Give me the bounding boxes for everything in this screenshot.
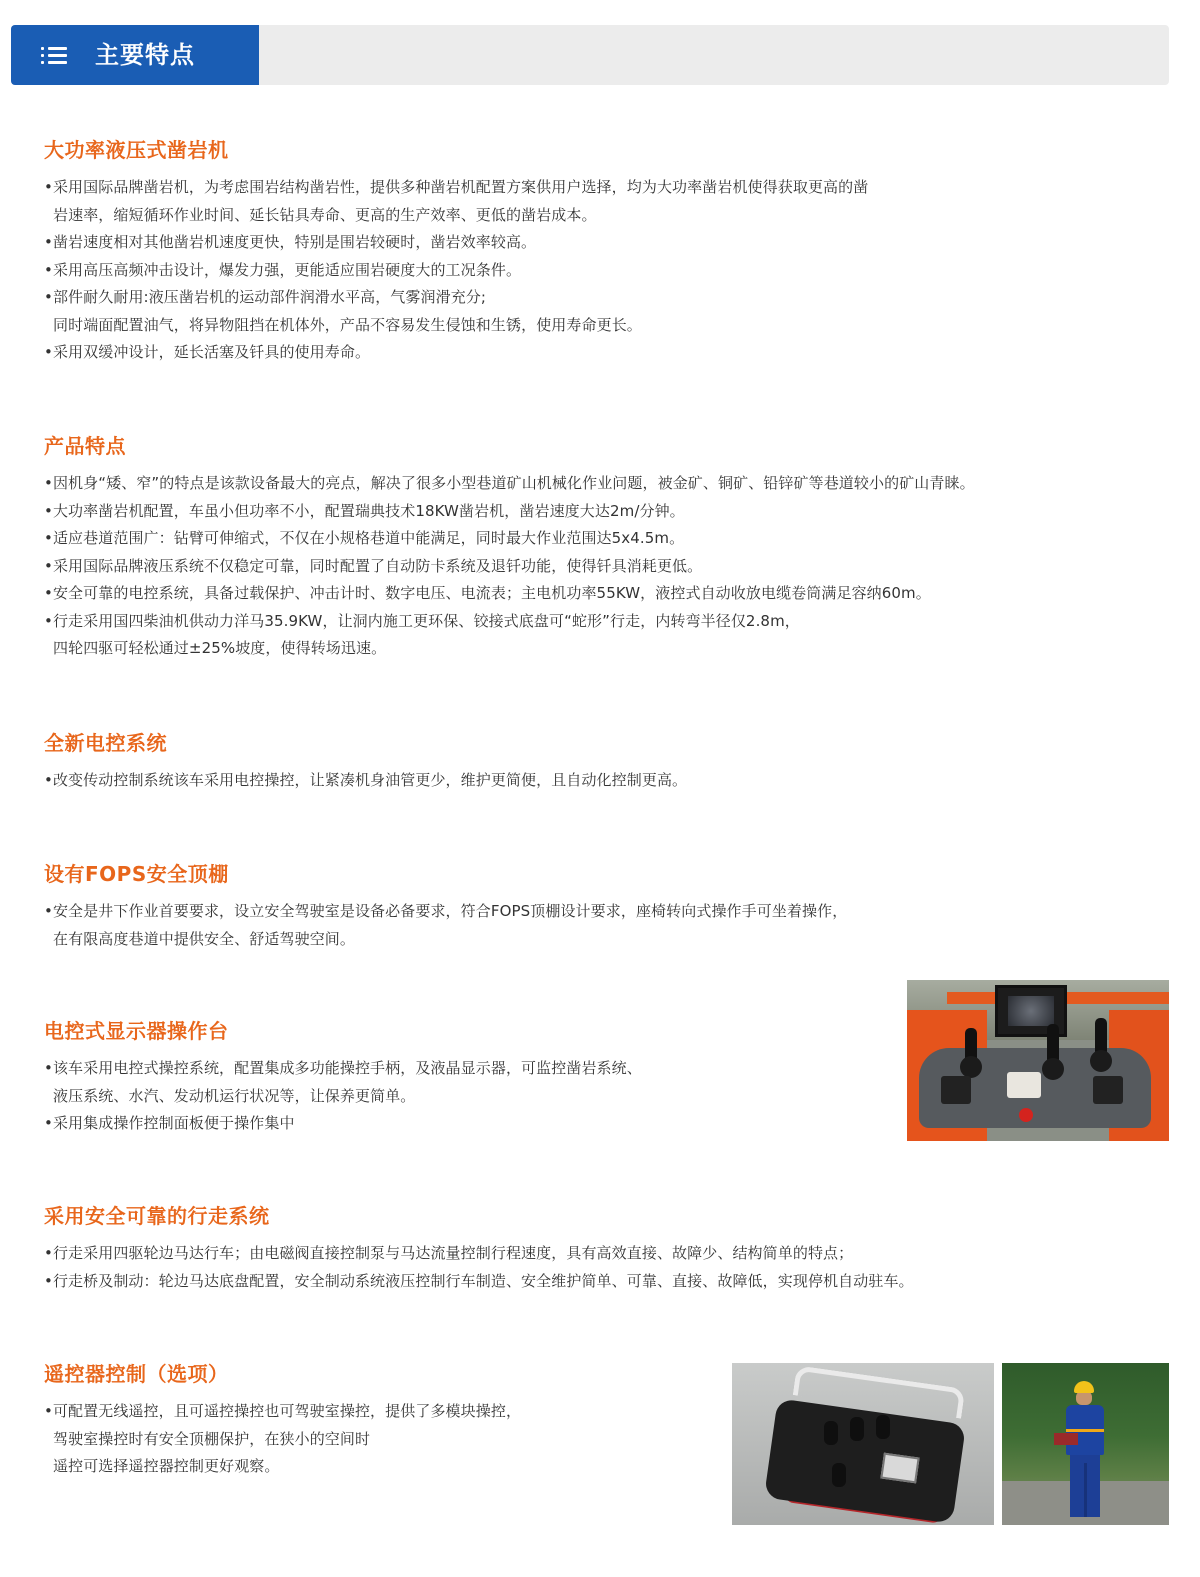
bullet-line: 在有限高度巷道中提供安全、舒适驾驶空间。 (53, 929, 356, 948)
section-title: 设有FOPS安全顶棚 (44, 862, 229, 886)
bullet-line: •行走桥及制动：轮边马达底盘配置，安全制动系统液压控制行车制造、安全维护简单、可靠、直接、故障低，实现停机自动驻车。 (44, 1271, 914, 1290)
section-title: 大功率液压式凿岩机 (44, 138, 229, 162)
section-travel-system (44, 1202, 914, 1295)
bullet-line: 四轮四驱可轻松通过±25%坡度，使得转场迅速。 (53, 639, 387, 657)
bullet-line: 遥控可选择遥控器控制更好观察。 (53, 1457, 280, 1475)
section-fops-canopy (44, 860, 847, 953)
bullet-line: •因机身“矮、窄”的特点是该款设备最大的亮点，解决了很多小型巷道矿山机械化作业问题，被金矿、铜矿、铅锌矿等巷道较小的矿山青睐。 (44, 474, 975, 492)
bullet-line: •适应巷道范围广：钻臂可伸缩式，不仅在小规格巷道中能满足，同时最大作业范围达5x4.5m。 (44, 529, 685, 547)
page-title: 主要特点 (95, 41, 195, 69)
section-header-tab (11, 25, 259, 85)
bullet-line: 液压系统、水汽、发动机运行状况等，让保养更简单。 (53, 1086, 416, 1105)
bullet-line: •采用国际品牌凿岩机，为考虑围岩结构凿岩性，提供多种凿岩机配置方案供用户选择，均为大功率凿岩机使得获取更高的凿 (44, 178, 869, 196)
operator-photo (1002, 1363, 1169, 1525)
section-title: 产品特点 (44, 434, 126, 458)
section-hydraulic-rock-drill (44, 136, 868, 367)
section-remote-control (44, 1360, 521, 1481)
section-title: 全新电控系统 (44, 731, 167, 755)
section-electric-control (44, 729, 687, 795)
bullet-line: •行走采用四驱轮边马达行车；由电磁阀直接控制泵与马达流量控制行程速度，具有高效直接、故障少、结构简单的特点； (44, 1244, 854, 1262)
remote-controller-photo (732, 1363, 994, 1525)
section-display-console (44, 1017, 642, 1138)
section-product-features (44, 432, 975, 663)
bullet-line: •采用高压高频冲击设计，爆发力强，更能适应围岩硬度大的工况条件。 (44, 260, 522, 279)
bullet-line: •部件耐久耐用:液压凿岩机的运动部件润滑水平高，气雾润滑充分; (44, 288, 487, 306)
bullet-line: •改变传动控制系统该车采用电控操控，让紧凑机身油管更少，维护更简便，且自动化控制更高。 (44, 771, 688, 789)
bullet-line: 同时端面配置油气，将异物阻挡在机体外，产品不容易发生侵蚀和生锈，使用寿命更长。 (53, 315, 642, 334)
section-title: 遥控器控制（选项） (44, 1362, 229, 1386)
section-title: 采用安全可靠的行走系统 (44, 1204, 270, 1228)
bullet-line: •采用国际品牌液压系统不仅稳定可靠，同时配置了自动防卡系统及退钎功能，使得钎具消耗更低。 (44, 556, 703, 575)
bullet-line: 岩速率，缩短循环作业时间、延长钻具寿命、更高的生产效率、更低的凿岩成本。 (53, 205, 597, 224)
bullet-line: •可配置无线遥控，且可遥控操控也可驾驶室操控，提供了多模块操控， (44, 1402, 522, 1420)
bullet-line: •安全可靠的电控系统，具备过载保护、冲击计时、数字电压、电流表；主电机功率55KW，液控式自动收放电缆卷筒满足容纳60m。 (44, 584, 931, 602)
bullet-line: •采用双缓冲设计，延长活塞及钎具的使用寿命。 (44, 343, 371, 361)
bullet-line: •采用集成操作控制面板便于操作集中 (44, 1114, 295, 1132)
bullet-line: •该车采用电控式操控系统，配置集成多功能操控手柄，及液晶显示器，可监控凿岩系统、 (44, 1059, 642, 1077)
bullet-line: 驾驶室操控时有安全顶棚保护，在狭小的空间时 (53, 1429, 371, 1448)
bullet-line: •凿岩速度相对其他凿岩机速度更快，特别是围岩较硬时，凿岩效率较高。 (44, 233, 537, 251)
list-icon (41, 47, 67, 65)
section-title: 电控式显示器操作台 (44, 1019, 229, 1043)
bullet-line: •安全是井下作业首要要求，设立安全驾驶室是设备必备要求，符合FOPS顶棚设计要求，座椅转向式操作手可坐着操作， (44, 902, 848, 920)
bullet-line: •大功率凿岩机配置，车虽小但功率不小，配置瑞典技术18KW凿岩机，凿岩速度大达2m/分钟。 (44, 501, 685, 520)
console-photo (907, 980, 1169, 1141)
bullet-line: •行走采用国四柴油机供动力洋马35.9KW，让洞内施工更环保、铰接式底盘可“蛇形”行走，内转弯半径仅2.8m， (44, 611, 800, 630)
section-header-bar (11, 25, 1169, 85)
